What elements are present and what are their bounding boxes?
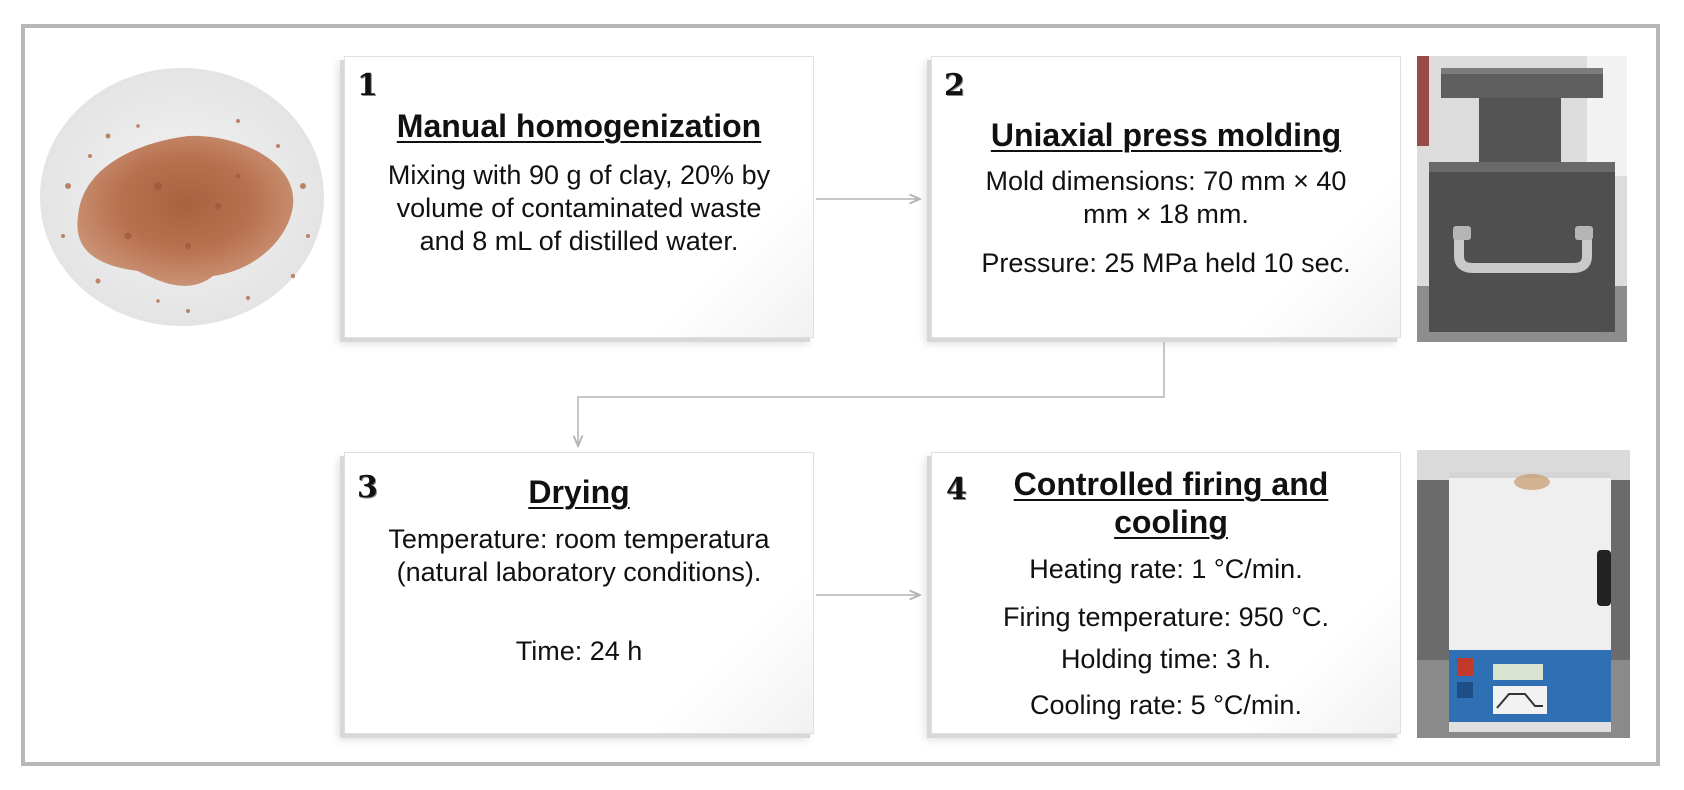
step-3-number: 3 — [357, 470, 378, 505]
step-2-title: Uniaxial press molding — [990, 117, 1342, 153]
step-4-title: Controlled firing and cooling — [1013, 466, 1329, 540]
step-2-number: 2 — [944, 68, 965, 103]
step-3-title: Drying — [528, 474, 630, 510]
step-4-firing-temperature: Firing temperature: 950 °C. — [1003, 602, 1329, 632]
step-4-heating-rate: Heating rate: 1 °C/min. — [1029, 554, 1303, 584]
step-2-pressure: Pressure: 25 MPa held 10 sec. — [981, 248, 1351, 278]
step-1-number: 1 — [357, 68, 378, 103]
arrow-step2-to-step3 — [578, 342, 1164, 446]
step-1-description: Mixing with 90 g of clay, 20% by volume of contaminated waste and 8 mL of distilled water. — [387, 160, 771, 256]
step-2-dimensions: Mold dimensions: 70 mm × 40 mm × 18 mm. — [985, 166, 1347, 229]
step-1-title: Manual homogenization — [396, 108, 762, 144]
step-3-temperature: Temperature: room temperatura (natural laboratory conditions). — [388, 524, 770, 587]
step-4-holding-time: Holding time: 3 h. — [1060, 644, 1272, 674]
step-3-time: Time: 24 h — [515, 636, 643, 666]
step-4-cooling-rate: Cooling rate: 5 °C/min. — [1030, 690, 1302, 720]
step-4-number: 4 — [946, 472, 967, 507]
